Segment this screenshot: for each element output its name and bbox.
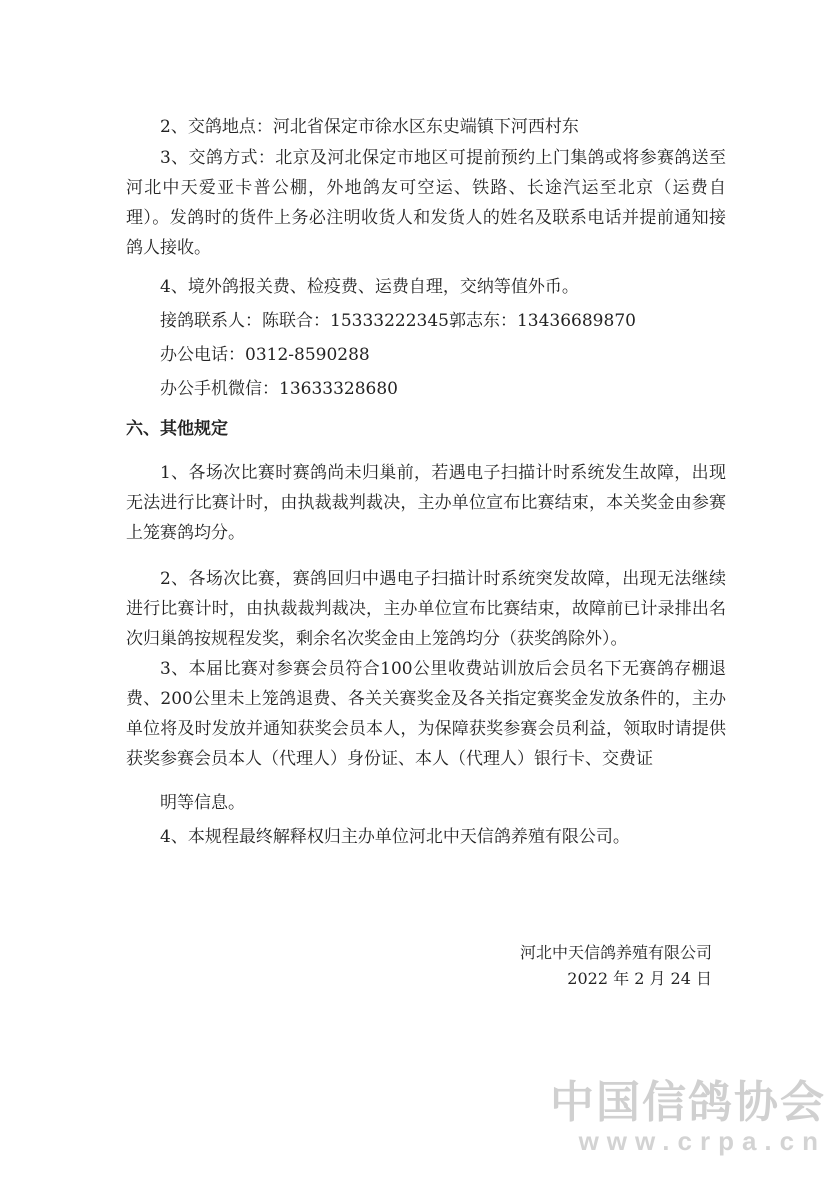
rule-1-text: 1、各场次比赛时赛鸽尚未归巢前，若遇电子扫描计时系统发生故障，出现无法进行比赛计时，由执裁裁判裁决，主办单位宣布比赛结束，本关奖金由参赛上笼赛鸽均分。 [126,463,726,543]
rule-3-paragraph [126,654,726,774]
rule-3-continuation: 明等信息。 [160,793,245,813]
rule-2-text: 2、各场次比赛，赛鸽回归中遇电子扫描计时系统突发故障，出现无法继续进行比赛计时，由执裁裁判裁决，主办单位宣布比赛结束，故障前已计录排出名次归巢鸽按规程发奖，剩余名次奖金由上笼鸽均分（获奖鸽除外）。 [126,569,726,649]
section-heading-other-rules: 六、其他规定 [126,419,228,439]
signature-company: 河北中天信鸽养殖有限公司 [519,943,712,962]
office-phone-line: 办公电话：0312-8590288 [160,345,370,365]
office-mobile-line: 办公手机微信：13633328680 [160,379,398,399]
watermark-url: www.crpa.cn [578,1126,826,1156]
signature-date: 2022 年 2 月 24 日 [567,969,712,988]
rule-3-text: 3、本届比赛对参赛会员符合100公里收费站训放后会员名下无赛鸽存棚退费、200公里未上笼鸽退费、各关关赛奖金及各关指定赛奖金发放条件的，主办单位将及时发放并通知获奖会员本人，为保障获奖参赛会员利益，领取时请提供获奖参赛会员本人（代理人）身份证、本人（代理人）银行卡、交费证 [126,659,726,769]
rule-2-paragraph [126,564,726,654]
contact-person-line: 接鸽联系人：陈联合：15333222345郭志东：13436689870 [160,311,636,331]
delivery-location-line: 2、交鸽地点：河北省保定市徐水区东史端镇下河西村东 [160,117,579,137]
rule-1-paragraph [126,458,726,548]
watermark [550,1066,826,1157]
rule-4-line: 4、本规程最终解释权归主办单位河北中天信鸽养殖有限公司。 [160,827,630,847]
delivery-method-text: 3、交鸽方式：北京及河北保定市地区可提前预约上门集鸽或将参赛鸽送至河北中天爱亚卡普公棚，外地鸽友可空运、铁路、长途汽运至北京（运费自理）。发鸽时的货件上务必注明收货人和发货人的姓名及联系电话并提前通知接鸽人接收。 [126,148,726,258]
overseas-fees-line: 4、境外鸽报关费、检疫费、运费自理，交纳等值外币。 [160,277,579,297]
watermark-name: 中国信鸽协会 [550,1078,826,1127]
delivery-method-paragraph [126,143,726,263]
